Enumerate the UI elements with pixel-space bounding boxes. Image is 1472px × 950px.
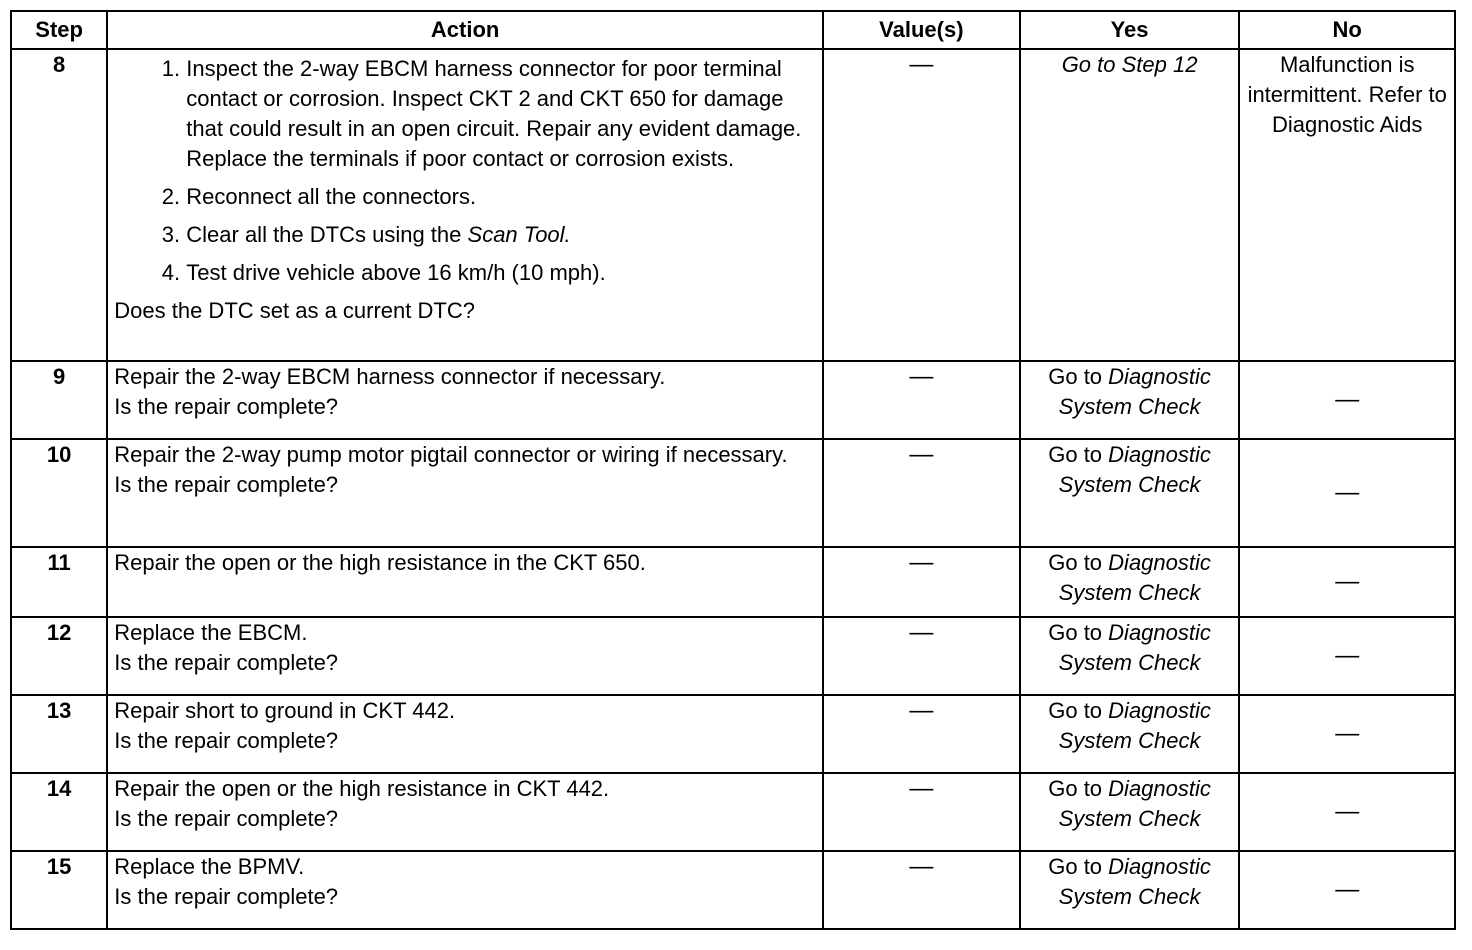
header-step: Step (11, 11, 107, 49)
yes-cell (1020, 695, 1240, 773)
action-text: Repair the 2-way EBCM harness connector if necessary. (114, 364, 666, 389)
action-question: Is the repair complete? (114, 728, 339, 753)
yes-link-text: Diagnostic System Check (1058, 550, 1211, 605)
value-cell: — (823, 439, 1020, 547)
yes-prefix: Go to (1048, 364, 1103, 389)
action-cell (107, 851, 823, 929)
step-number: 14 (11, 773, 107, 851)
no-cell: — (1239, 439, 1455, 547)
action-text: Repair the 2-way pump motor pigtail connector or wiring if necessary. (114, 442, 788, 467)
action-question: Is the repair complete? (114, 472, 339, 497)
action-cell (107, 49, 823, 361)
table-row (11, 695, 1455, 773)
header-no: No (1239, 11, 1455, 49)
action-cell (107, 773, 823, 851)
yes-cell: Go to Step 12 (1020, 49, 1240, 361)
no-cell: — (1239, 773, 1455, 851)
action-cell (107, 547, 823, 617)
yes-link-text: Diagnostic System Check (1058, 854, 1211, 909)
value-cell: — (823, 547, 1020, 617)
action-text: Repair the open or the high resistance in CKT 442. (114, 776, 610, 801)
table-row (11, 547, 1455, 617)
scan-tool-text: Scan Tool. (467, 222, 571, 247)
step-number: 12 (11, 617, 107, 695)
table-row (11, 617, 1455, 695)
yes-prefix: Go to (1048, 698, 1103, 723)
no-cell: — (1239, 695, 1455, 773)
yes-cell (1020, 547, 1240, 617)
table-row (11, 49, 1455, 361)
action-cell (107, 361, 823, 439)
action-cell (107, 617, 823, 695)
value-cell: — (823, 773, 1020, 851)
action-cell (107, 439, 823, 547)
action-step: 1. Inspect the 2-way EBCM harness connector for poor terminal contact or corrosion. Inspect CKT 2 and CKT 650 for damage that could result in an open circuit. Repair any evident damage. Replace the terminals if poor contact or corrosion exists. (186, 54, 816, 174)
action-text: Repair the open or the high resistance in the CKT 650. (114, 550, 646, 575)
no-cell: — (1239, 851, 1455, 929)
no-cell: — (1239, 547, 1455, 617)
yes-cell (1020, 361, 1240, 439)
yes-link-text: Diagnostic System Check (1058, 698, 1211, 753)
yes-prefix: Go to (1048, 620, 1103, 645)
value-cell: — (823, 617, 1020, 695)
step-number: 10 (11, 439, 107, 547)
diagnostic-table (10, 10, 1456, 930)
table-row (11, 439, 1455, 547)
header-value: Value(s) (823, 11, 1020, 49)
value-cell: — (823, 851, 1020, 929)
action-step-text: Clear all the DTCs using the (186, 222, 462, 247)
step-number: 9 (11, 361, 107, 439)
value-cell: — (823, 695, 1020, 773)
action-steps-list (114, 54, 816, 288)
step-number: 8 (11, 49, 107, 361)
no-cell: — (1239, 361, 1455, 439)
yes-cell (1020, 617, 1240, 695)
action-question: Does the DTC set as a current DTC? (114, 298, 475, 323)
action-text: Repair short to ground in CKT 442. (114, 698, 456, 723)
yes-cell (1020, 439, 1240, 547)
yes-prefix: Go to (1048, 442, 1103, 467)
header-yes: Yes (1020, 11, 1240, 49)
yes-prefix: Go to (1048, 776, 1103, 801)
yes-prefix: Go to (1048, 854, 1103, 879)
yes-link-text: Diagnostic System Check (1058, 364, 1211, 419)
action-question: Is the repair complete? (114, 650, 339, 675)
action-text: Replace the BPMV. (114, 854, 305, 879)
value-cell: — (823, 361, 1020, 439)
table-row (11, 851, 1455, 929)
action-step: 4. Test drive vehicle above 16 km/h (10 mph). (186, 258, 816, 288)
action-question: Is the repair complete? (114, 884, 339, 909)
step-number: 15 (11, 851, 107, 929)
action-text: Replace the EBCM. (114, 620, 308, 645)
value-cell: — (823, 49, 1020, 361)
action-question: Is the repair complete? (114, 394, 339, 419)
no-cell: Malfunction is intermittent. Refer to Diagnostic Aids (1239, 49, 1455, 361)
yes-cell (1020, 773, 1240, 851)
step-number: 13 (11, 695, 107, 773)
yes-cell (1020, 851, 1240, 929)
step-number: 11 (11, 547, 107, 617)
header-action: Action (107, 11, 823, 49)
yes-link-text: Diagnostic System Check (1058, 620, 1211, 675)
no-cell: — (1239, 617, 1455, 695)
yes-link-text: Diagnostic System Check (1058, 776, 1211, 831)
action-cell (107, 695, 823, 773)
action-step (186, 220, 816, 250)
header-row (11, 11, 1455, 49)
action-question: Is the repair complete? (114, 806, 339, 831)
yes-prefix: Go to (1048, 550, 1103, 575)
yes-link-text: Diagnostic System Check (1058, 442, 1211, 497)
action-step: 2. Reconnect all the connectors. (186, 182, 816, 212)
table-row (11, 361, 1455, 439)
table-row (11, 773, 1455, 851)
